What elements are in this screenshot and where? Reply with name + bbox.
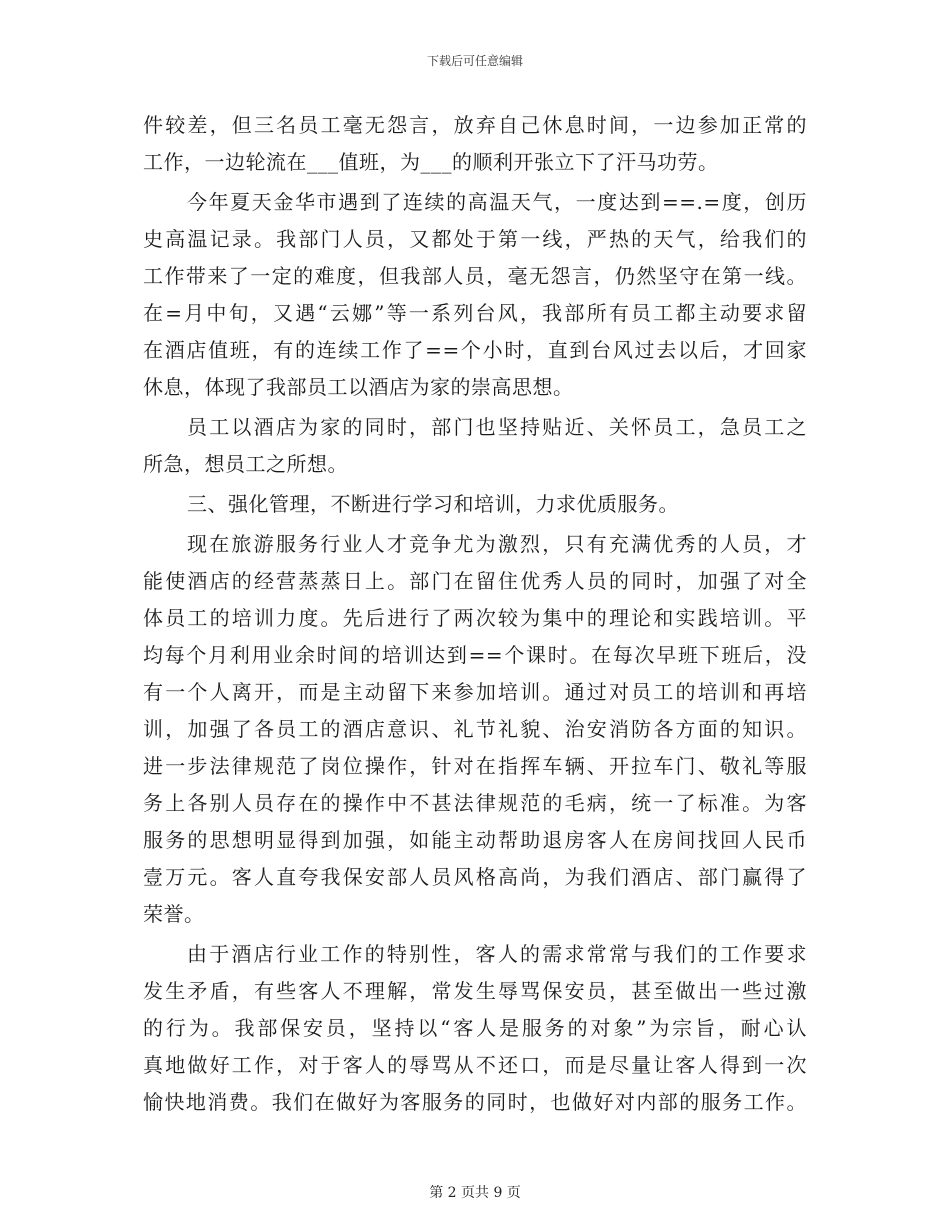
text-line: 能使酒店的经营蒸蒸日上。部门在留住优秀人员的同时，加强了对全 xyxy=(143,569,807,593)
text-line: 训，加强了各员工的酒店意识、礼节礼貌、治安消防各方面的知识。 xyxy=(143,717,807,741)
page-header: 下载后可任意编辑 xyxy=(426,54,523,68)
text-line: 史高温记录。我部门人员，又都处于第一线，严热的天气，给我们的 xyxy=(143,227,807,251)
paragraph xyxy=(143,936,807,1121)
section-heading xyxy=(143,486,807,523)
text-line: 由于酒店行业工作的特别性，客人的需求常常与我们的工作要求 xyxy=(187,942,807,966)
text-line: 真地做好工作，对于客人的辱骂从不还口，而是尽量让客人得到一次 xyxy=(143,1053,807,1077)
text-line: 在酒店值班，有的连续工作了==个小时，直到台风过去以后，才回家 xyxy=(143,338,807,362)
page-footer: 第 2 页共 9 页 xyxy=(429,1185,521,1201)
text-line: 员工以酒店为家的同时，部门也坚持贴近、关怀员工，急员工之 xyxy=(187,415,807,439)
text-line: 发生矛盾，有些客人不理解，常发生辱骂保安员，甚至做出一些过激 xyxy=(143,979,807,1003)
text-line: 务上各别人员存在的操作中不甚法律规范的毛病，统一了标准。为客 xyxy=(143,791,807,815)
text-line: 的行为。我部保安员，坚持以“客人是服务的对象”为宗旨，耐心认 xyxy=(143,1016,807,1040)
paragraph xyxy=(143,184,807,406)
text-line: 有一个人离开，而是主动留下来参加培训。通过对员工的培训和再培 xyxy=(143,680,807,704)
text-line: 服务的思想明显得到加强，如能主动帮助退房客人在房间找回人民币 xyxy=(143,828,807,852)
paragraph xyxy=(143,526,807,933)
text-line: 今年夏天金华市遇到了连续的高温天气，一度达到==.=度，创历 xyxy=(187,190,807,214)
text-line: 工作带来了一定的难度，但我部人员，毫无怨言，仍然坚守在第一线。 xyxy=(143,264,807,288)
text-line: 件较差，但三名员工毫无怨言，放弃自己休息时间，一边参加正常的 xyxy=(143,113,807,137)
document-body xyxy=(143,107,807,1121)
text-line: 休息，体现了我部员工以酒店为家的崇高思想。 xyxy=(143,375,574,399)
text-line: 进一步法律规范了岗位操作，针对在指挥车辆、开拉车门、敬礼等服 xyxy=(143,754,807,778)
text-line: 所急，想员工之所想。 xyxy=(143,452,348,476)
paragraph xyxy=(143,409,807,483)
text-line: 在=月中旬，又遇“云娜”等一系列台风，我部所有员工都主动要求留 xyxy=(143,301,807,325)
text-line: 荣誉。 xyxy=(143,902,205,926)
text-line: 体员工的培训力度。先后进行了两次较为集中的理论和实践培训。平 xyxy=(143,606,807,630)
text-line: 三、强化管理，不断进行学习和培训，力求优质服务。 xyxy=(187,492,679,516)
text-line: 壹万元。客人直夸我保安部人员风格高尚，为我们酒店、部门赢得了 xyxy=(143,865,807,889)
text-line: 工作，一边轮流在___值班，为___的顺利开张立下了汗马功劳。 xyxy=(143,150,719,174)
text-line: 现在旅游服务行业人才竞争尤为激烈，只有充满优秀的人员，才 xyxy=(187,532,807,556)
text-line: 均每个月利用业余时间的培训达到==个课时。在每次早班下班后，没 xyxy=(143,643,807,667)
paragraph xyxy=(143,107,807,181)
text-line: 愉快地消费。我们在做好为客服务的同时，也做好对内部的服务工作。 xyxy=(143,1090,807,1114)
